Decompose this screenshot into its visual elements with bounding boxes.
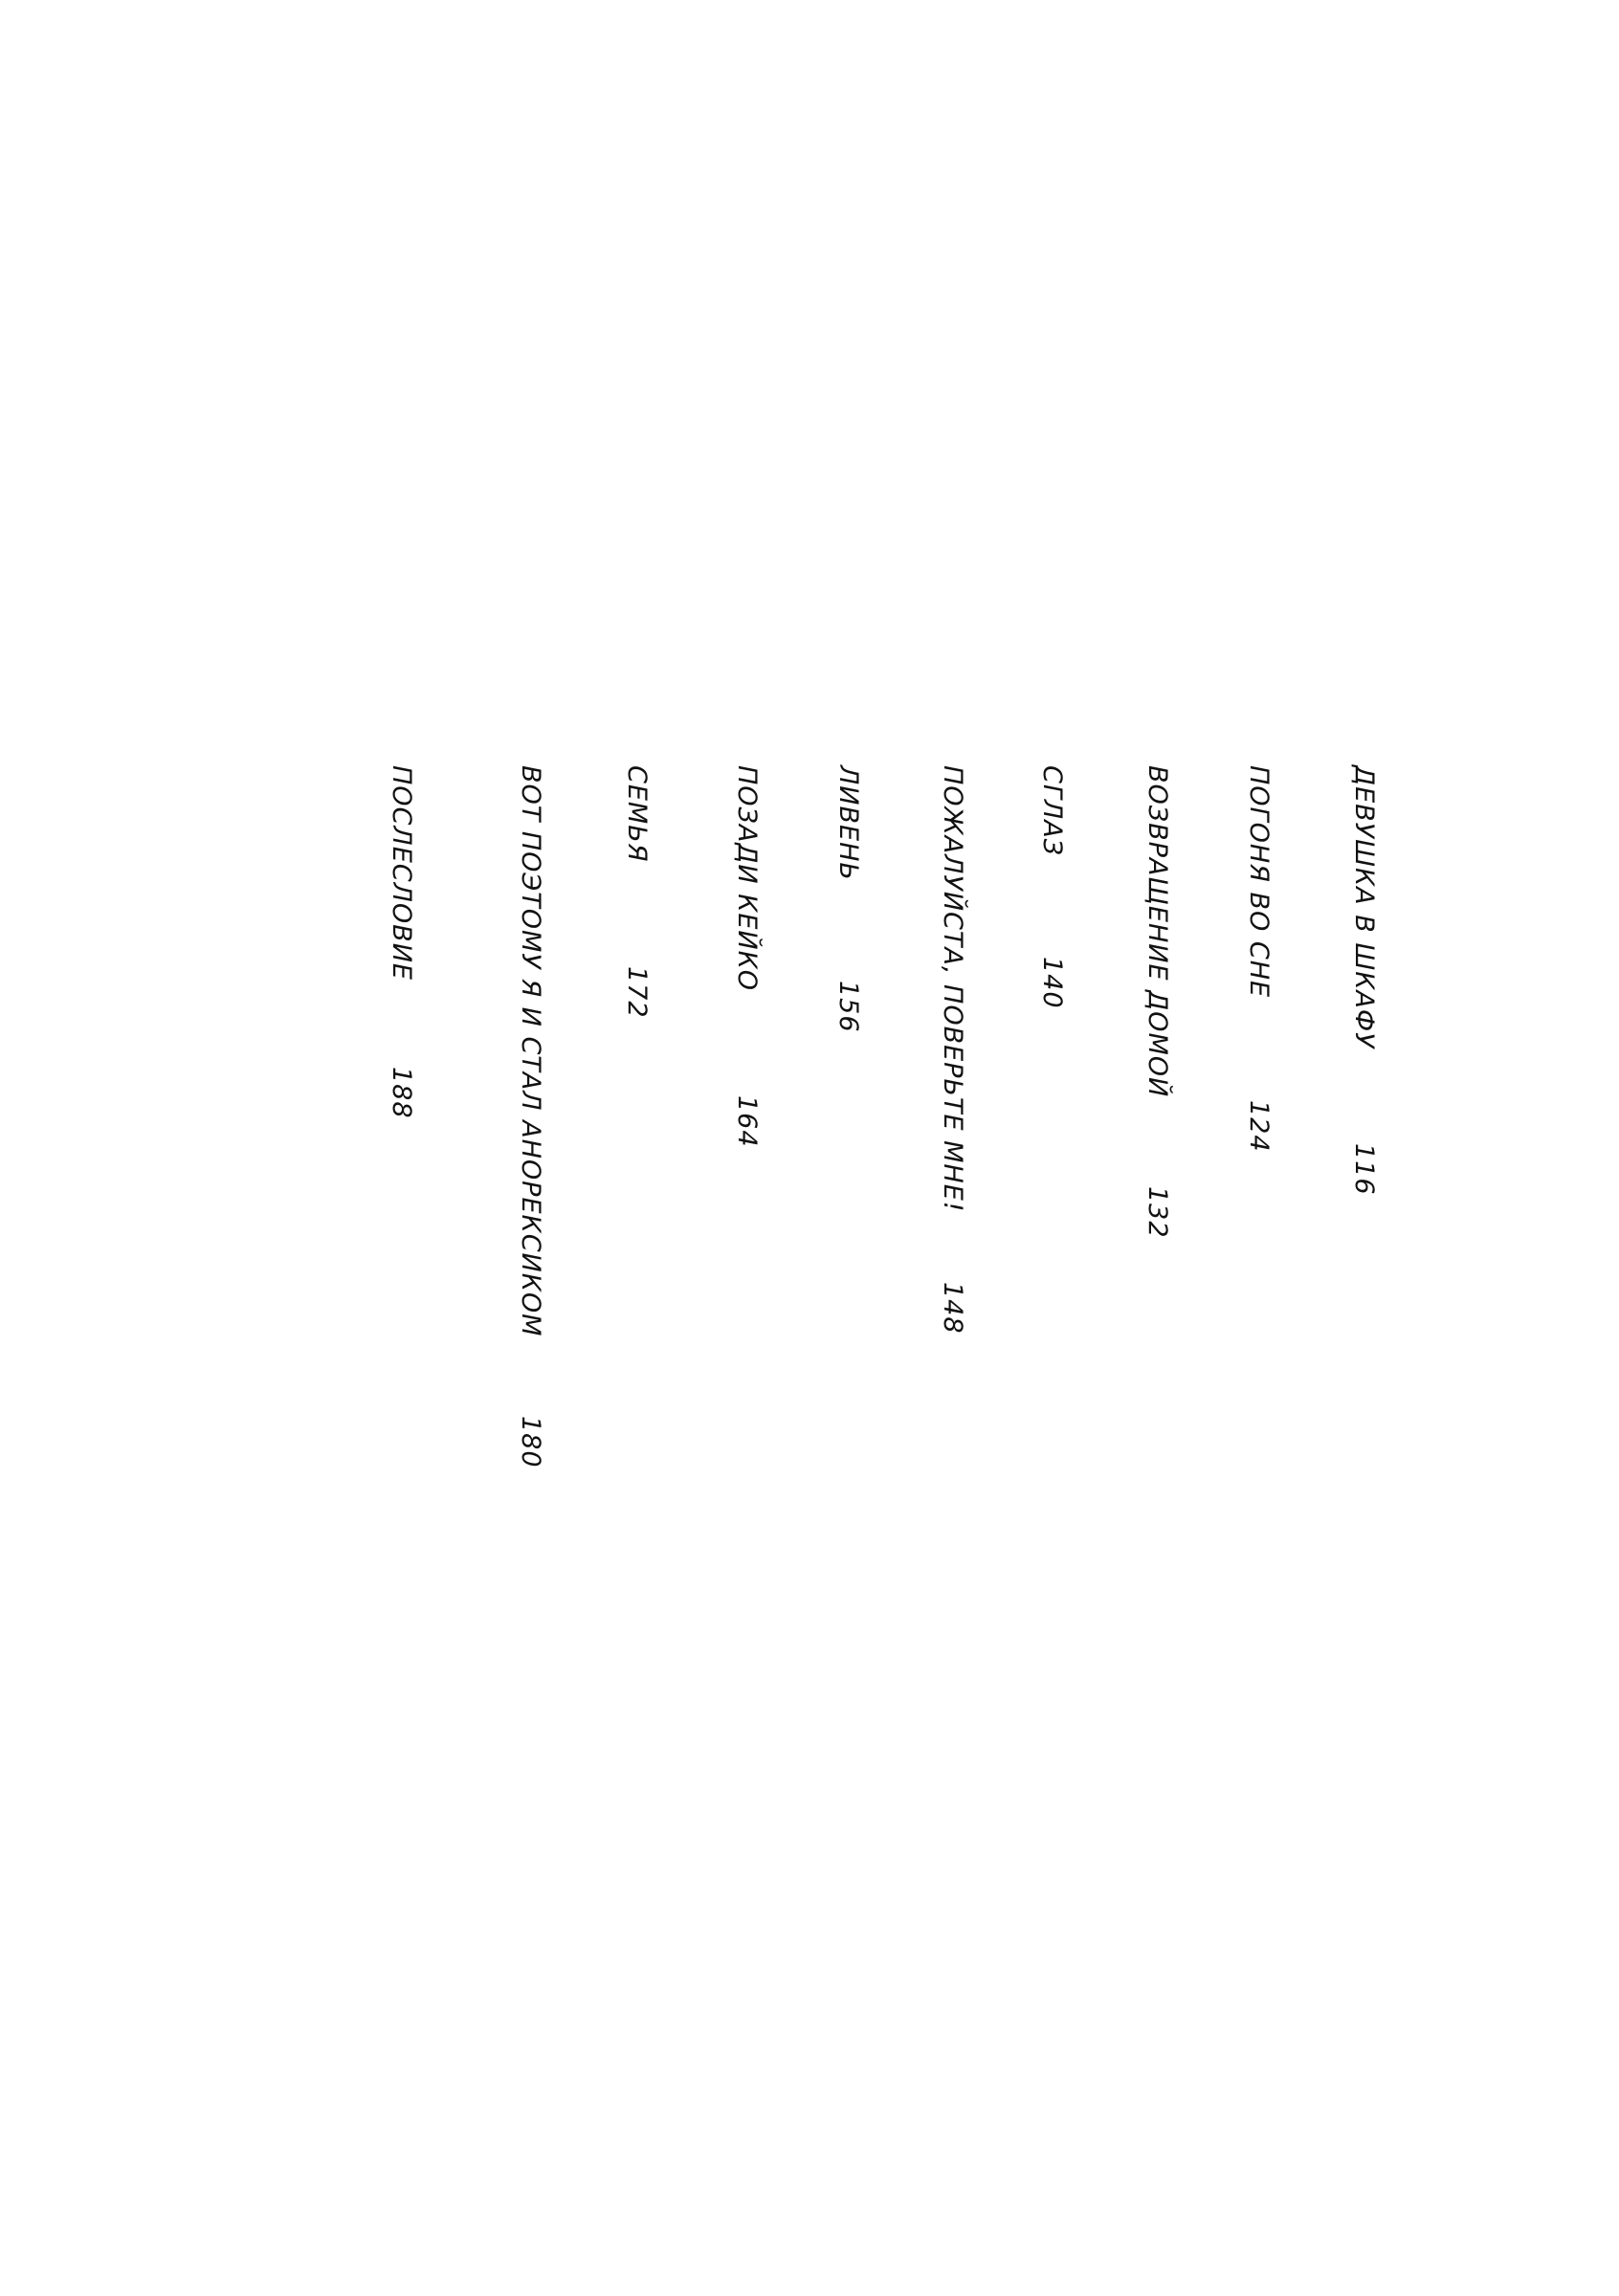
toc-entry-title: ПОСЛЕСЛОВИЕ [387,765,416,981]
toc-entry-page-number: 156 [833,981,863,1033]
toc-entry-title: СГЛАЗ [1037,765,1067,856]
toc-entry-title: ДЕВУШКА В ШКАФУ [1349,765,1379,1049]
toc-entry-title: ПОЗАДИ КЕЙКО [732,765,762,992]
toc-entry-page-number: 164 [732,1095,762,1148]
toc-entry-page-number: 132 [1142,1186,1172,1239]
toc-entry-title: ВОТ ПОЭТОМУ Я И СТАЛ АНОРЕКСИКОМ [516,765,545,1337]
toc-entry-title: ЛИВЕНЬ [833,765,863,881]
toc-entry-page-number: 124 [1244,1100,1274,1153]
toc-entry-title: ПОГОНЯ ВО СНЕ [1244,765,1274,999]
toc-entry-page-number: 180 [516,1416,545,1468]
toc-entry-title: ПОЖАЛУЙСТА, ПОВЕРЬТЕ МНЕ! [938,765,967,1213]
toc-entry-page-number: 116 [1349,1143,1379,1196]
toc-entry-title: СЕМЬЯ [622,765,652,863]
toc-entry-page-number: 140 [1037,957,1067,1009]
toc-entry-title: ВОЗВРАЩЕНИЕ ДОМОЙ [1142,765,1172,1098]
toc-entry-page-number: 188 [387,1067,416,1119]
toc-entry-page-number: 172 [622,966,652,1019]
toc-entry-page-number: 148 [938,1282,967,1335]
